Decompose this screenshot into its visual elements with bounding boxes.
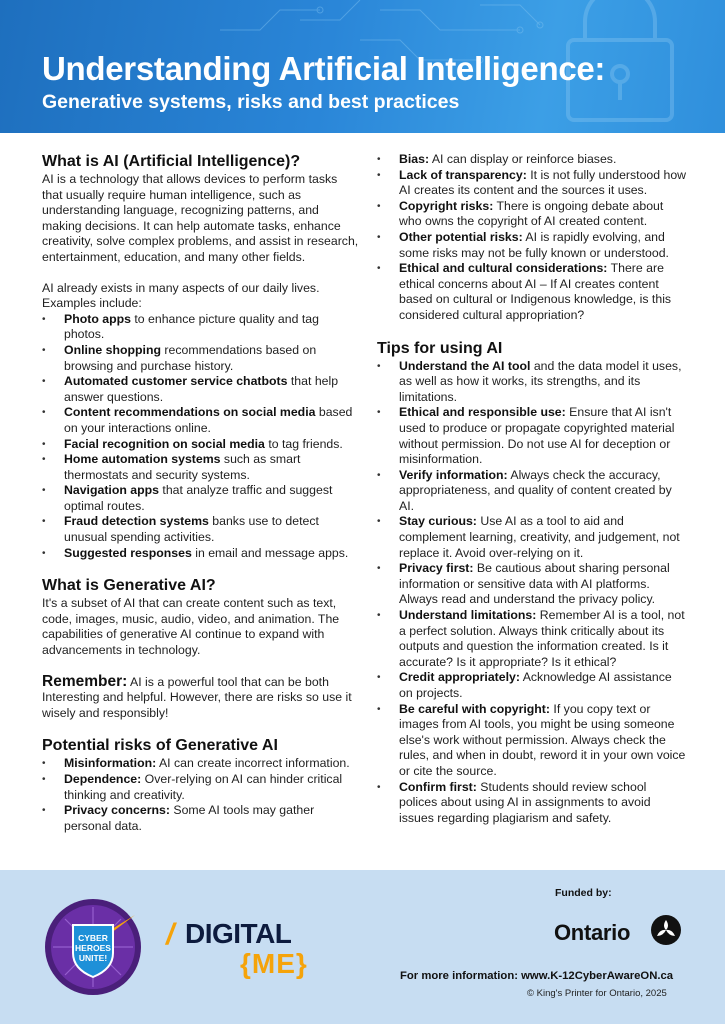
digital-me-logo-word: DIGITAL (185, 918, 292, 949)
more-info-link[interactable]: For more information: www.K-12CyberAwareON.ca (400, 970, 674, 982)
remember-lead: Remember: (42, 672, 128, 690)
list-item: • Automated customer service chatbots that help answer questions. (42, 374, 360, 405)
right-column (377, 152, 687, 826)
left-column (42, 152, 360, 834)
risks-list-part2 (377, 152, 687, 324)
list-item: • Copyright risks: There is ongoing debate about who owns the copyright of AI created content. (377, 199, 687, 230)
list-item: • Understand the AI tool and the data model it uses, as well as how it works, its strengths, and its limitations. (377, 359, 687, 406)
list-item: • Stay curious: Use AI as a tool to aid and complement learning, creativity, and judgement, not replace it. Avoid over-relying on it. (377, 514, 687, 561)
list-item: • Misinformation: AI can create incorrect information. (42, 756, 360, 772)
list-item: • Other potential risks: AI is rapidly evolving, and some risks may not be fully known or understood. (377, 230, 687, 261)
ontario-wordmark: Ontario (554, 920, 631, 945)
list-item: • Content recommendations on social media based on your interactions online. (42, 405, 360, 436)
funded-by-label: Funded by: (555, 887, 612, 899)
list-item: • Ethical and cultural considerations: There are ethical concerns about AI – If AI creates content based on cultural or Indigenous knowledge, is this considered cultural appropriation? (377, 261, 687, 323)
what-is-gen-ai-heading: What is Generative AI? (42, 577, 216, 595)
list-item: • Suggested responses in email and message apps. (42, 546, 360, 562)
copyright-notice: © King's Printer for Ontario, 2025 (527, 988, 667, 999)
list-item: • Confirm first: Students should review school polices about using AI in assignments to avoid issues regarding plagiarism and safety. (377, 780, 687, 827)
what-is-ai-body: AI is a technology that allows devices to perform tasks that usually require human intelligence, such as understanding language, recognizing patterns, and making decisions. It can help automate tasks, enhance creativity, solve complex problems, and assist in research, entertainment, education, and many other fields. (42, 172, 359, 264)
list-item: • Online shopping recommendations based on browsing and purchase history. (42, 343, 360, 374)
what-is-gen-ai-body: It's a subset of AI that can create content such as text, code, images, music, audio, video, and animation. The capabilities of generative AI continue to expand with advancements in technology. (42, 596, 340, 658)
risks-heading: Potential risks of Generative AI (42, 737, 278, 755)
list-item: • Verify information: Always check the accuracy, appropriateness, and quality of content created by AI. (377, 468, 687, 515)
header-banner (0, 0, 725, 133)
list-item: • Privacy concerns: Some AI tools may gather personal data. (42, 803, 360, 834)
list-item: • Dependence: Over-relying on AI can hinder critical thinking and creativity. (42, 772, 360, 803)
page-subtitle: Generative systems, risks and best practices (42, 91, 460, 113)
list-item: • Bias: AI can display or reinforce biases. (377, 152, 687, 168)
list-item: • Fraud detection systems banks use to detect unusual spending activities. (42, 514, 360, 545)
list-item: • Photo apps to enhance picture quality and tag photos. (42, 312, 360, 343)
ontario-trillium-icon (650, 914, 682, 946)
badge-text-line3: UNITE! (78, 953, 108, 963)
tips-heading: Tips for using AI (377, 339, 503, 357)
list-item: • Navigation apps that analyze traffic and suggest optimal routes. (42, 483, 360, 514)
badge-text-line1: CYBER (78, 933, 108, 943)
digital-me-logo-slash: / (166, 918, 175, 951)
list-item: • Credit appropriately: Acknowledge AI assistance on projects. (377, 670, 687, 701)
list-item: • Be careful with copyright: If you copy text or images from AI tools, you might be using someone else's work without permission. Always check the rules, and when in doubt, reword it in your own voice or cite the source. (377, 702, 687, 780)
what-is-ai-heading: What is AI (Artificial Intelligence)? (42, 153, 301, 170)
ai-examples-list (42, 312, 360, 562)
list-item: • Privacy first: Be cautious about sharing personal information or sensitive data with AI platforms. Always read and understand the privacy policy. (377, 561, 687, 608)
badge-text-line2: HEROES (75, 943, 111, 953)
list-item: • Lack of transparency: It is not fully understood how AI creates its content and the sources it uses. (377, 168, 687, 199)
cyber-heroes-badge-logo (43, 897, 143, 997)
page-title: Understanding Artificial Intelligence: (42, 50, 606, 87)
list-item: • Home automation systems such as smart thermostats and security systems. (42, 452, 360, 483)
list-item: • Understand limitations: Remember AI is a tool, not a perfect solution. Always think critically about its outputs and question the information created. Is it accurate? Is it appropriate? Is it ethical? (377, 608, 687, 670)
remember-text: AI is a powerful tool that can be both Interesting and helpful. However, there are risks so use it wisely and responsibly! (42, 674, 352, 720)
remember-note (42, 674, 360, 722)
ai-examples-intro: AI already exists in many aspects of our daily lives. Examples include: (42, 280, 320, 311)
list-item: • Ethical and responsible use: Ensure that AI isn't used to produce or propagate copyrighted material without permission. Do not use AI for deception or misinformation. (377, 405, 687, 467)
risks-list-part1 (42, 756, 360, 834)
tips-list (377, 359, 687, 827)
list-item: • Facial recognition on social media to tag friends. (42, 437, 360, 453)
digital-me-logo-me: {ME} (240, 948, 308, 979)
